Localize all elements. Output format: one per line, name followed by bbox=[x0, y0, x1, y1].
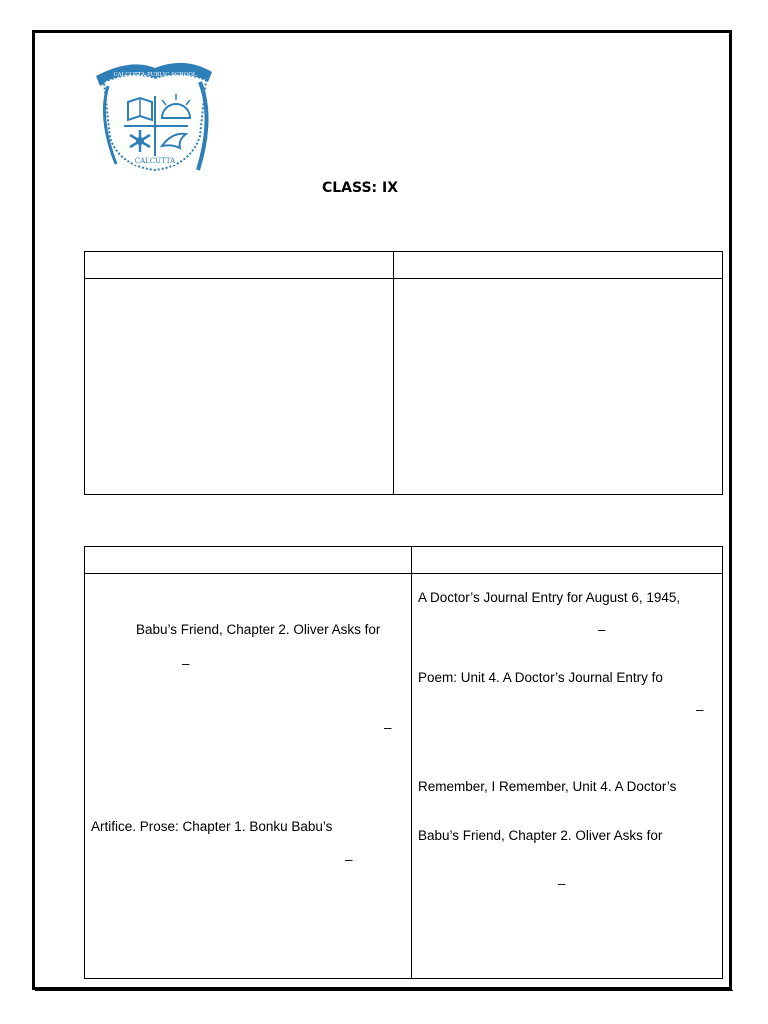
text-line: – bbox=[696, 702, 704, 717]
svg-text:CALCUTTA: CALCUTTA bbox=[134, 157, 176, 165]
text-line: – bbox=[384, 720, 392, 735]
text-line: – bbox=[558, 876, 566, 891]
text-line: Babu’s Friend, Chapter 2. Oliver Asks for bbox=[136, 622, 381, 637]
table-2 bbox=[84, 546, 723, 979]
text-line: Remember, I Remember, Unit 4. A Doctor’s bbox=[418, 779, 677, 794]
table-2-header-right bbox=[412, 547, 723, 574]
text-line: – bbox=[598, 622, 606, 637]
text-line: – bbox=[345, 852, 353, 867]
school-logo bbox=[90, 58, 220, 178]
table-1-header-right bbox=[394, 252, 723, 279]
table-1-header-left bbox=[85, 252, 394, 279]
table-2-cell-right bbox=[412, 574, 723, 979]
class-title: CLASS: IX bbox=[321, 180, 399, 196]
table-1-cell-right bbox=[394, 279, 723, 495]
page-border-shadow bbox=[35, 987, 733, 991]
text-line: Babu’s Friend, Chapter 2. Oliver Asks for bbox=[418, 828, 663, 843]
table-2-cell-left bbox=[85, 574, 412, 979]
table-2-header-left bbox=[85, 547, 412, 574]
svg-text:CALCUTTA PUBLIC SCHOOL: CALCUTTA PUBLIC SCHOOL bbox=[113, 72, 197, 78]
text-line: A Doctor’s Journal Entry for August 6, 1945, bbox=[418, 590, 681, 605]
text-line: – bbox=[182, 656, 190, 671]
table-1 bbox=[84, 251, 723, 495]
text-line: Poem: Unit 4. A Doctor’s Journal Entry fo bbox=[418, 670, 663, 685]
table-1-cell-left bbox=[85, 279, 394, 495]
text-line: Artifice. Prose: Chapter 1. Bonku Babu’s bbox=[91, 819, 333, 834]
